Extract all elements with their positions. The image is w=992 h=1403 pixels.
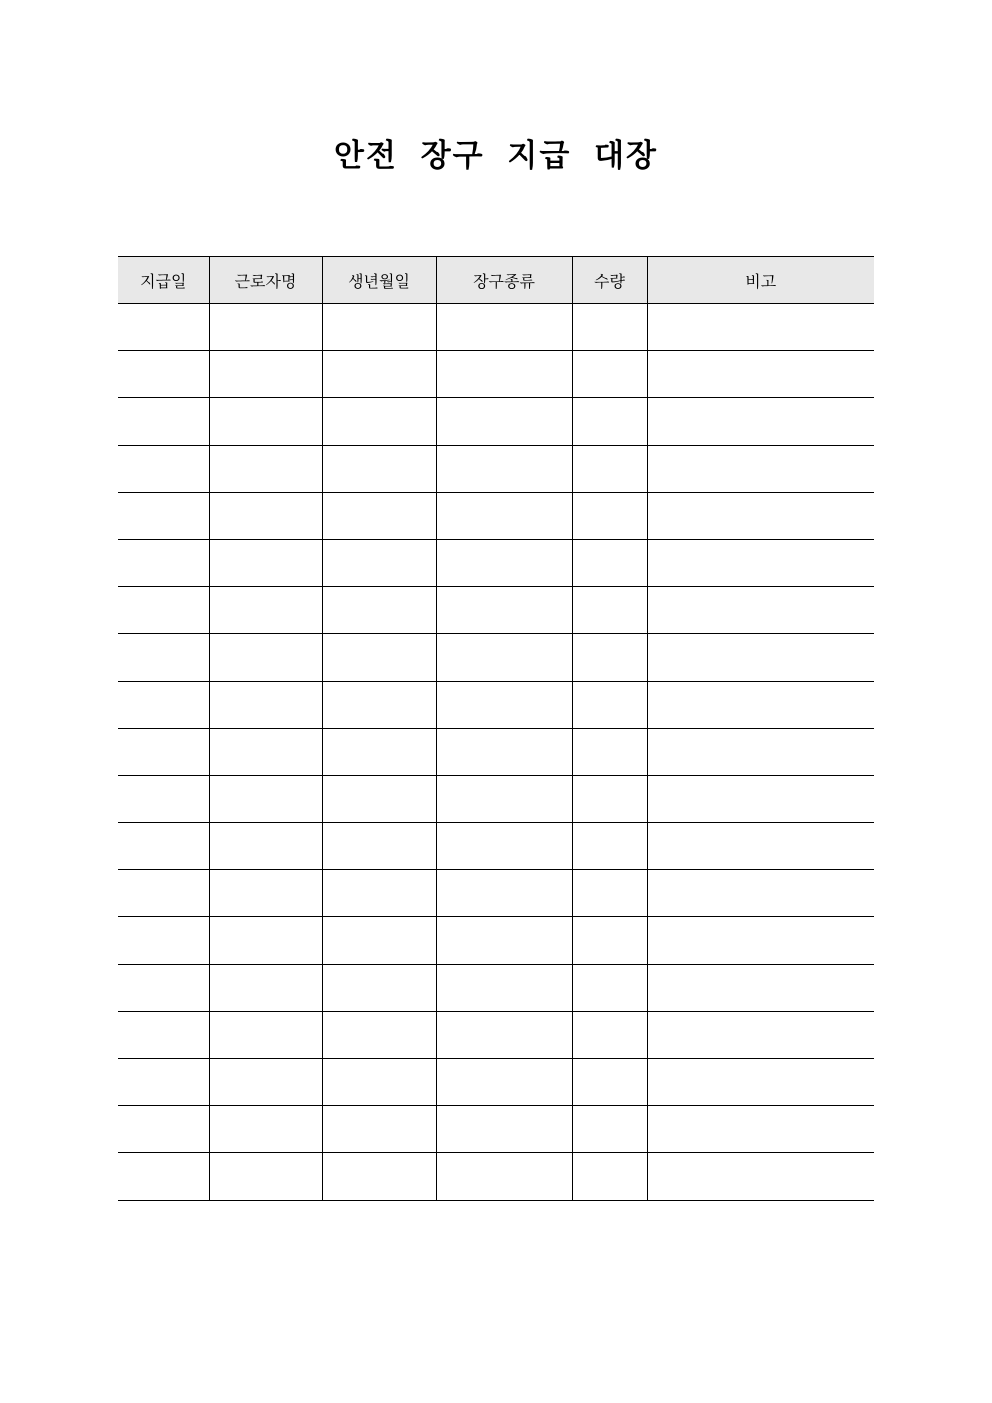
remarks-cell[interactable]	[647, 1153, 874, 1200]
worker-name-cell[interactable]	[209, 304, 322, 351]
equipment-type-cell[interactable]	[436, 445, 572, 492]
remarks-cell[interactable]	[647, 398, 874, 445]
birth-date-cell[interactable]	[322, 1011, 436, 1058]
quantity-cell[interactable]	[572, 304, 647, 351]
issue-date-cell[interactable]	[118, 304, 209, 351]
quantity-cell[interactable]	[572, 728, 647, 775]
quantity-cell[interactable]	[572, 1059, 647, 1106]
remarks-cell[interactable]	[647, 728, 874, 775]
worker-name-cell[interactable]	[209, 1153, 322, 1200]
equipment-type-cell[interactable]	[436, 1106, 572, 1153]
table-row	[118, 1011, 874, 1058]
birth-date-cell[interactable]	[322, 587, 436, 634]
equipment-type-cell[interactable]	[436, 917, 572, 964]
issue-date-cell[interactable]	[118, 728, 209, 775]
remarks-cell[interactable]	[647, 775, 874, 822]
quantity-cell[interactable]	[572, 1153, 647, 1200]
table-row	[118, 587, 874, 634]
issue-date-cell[interactable]	[118, 634, 209, 681]
issue-date-cell[interactable]	[118, 351, 209, 398]
issue-ledger-table	[118, 256, 874, 1201]
table-row	[118, 775, 874, 822]
worker-name-cell[interactable]	[209, 587, 322, 634]
worker-name-cell[interactable]	[209, 1106, 322, 1153]
birth-date-cell[interactable]	[322, 539, 436, 586]
issue-date-cell[interactable]	[118, 539, 209, 586]
equipment-type-cell[interactable]	[436, 539, 572, 586]
worker-name-cell[interactable]	[209, 775, 322, 822]
equipment-type-cell[interactable]	[436, 634, 572, 681]
worker-name-cell[interactable]	[209, 492, 322, 539]
birth-date-cell[interactable]	[322, 681, 436, 728]
birth-date-cell[interactable]	[322, 445, 436, 492]
quantity-cell[interactable]	[572, 539, 647, 586]
birth-date-cell[interactable]	[322, 1059, 436, 1106]
worker-name-cell[interactable]	[209, 351, 322, 398]
remarks-cell[interactable]	[647, 304, 874, 351]
remarks-cell[interactable]	[647, 964, 874, 1011]
birth-date-cell[interactable]	[322, 870, 436, 917]
remarks-cell[interactable]	[647, 492, 874, 539]
remarks-cell[interactable]	[647, 351, 874, 398]
equipment-type-cell[interactable]	[436, 870, 572, 917]
table-row	[118, 634, 874, 681]
remarks-cell[interactable]	[647, 823, 874, 870]
equipment-type-cell[interactable]	[436, 1011, 572, 1058]
quantity-cell[interactable]	[572, 1106, 647, 1153]
birth-date-cell[interactable]	[322, 964, 436, 1011]
remarks-cell[interactable]	[647, 634, 874, 681]
ledger-body	[118, 304, 874, 1201]
issue-date-cell[interactable]	[118, 1153, 209, 1200]
issue-date-cell[interactable]	[118, 1011, 209, 1058]
column-header-worker-name: 근로자명	[209, 257, 322, 304]
quantity-cell[interactable]	[572, 823, 647, 870]
quantity-cell[interactable]	[572, 492, 647, 539]
table-row	[118, 304, 874, 351]
issue-date-cell[interactable]	[118, 823, 209, 870]
birth-date-cell[interactable]	[322, 1106, 436, 1153]
table-row	[118, 398, 874, 445]
quantity-cell[interactable]	[572, 634, 647, 681]
equipment-type-cell[interactable]	[436, 681, 572, 728]
table-row	[118, 870, 874, 917]
equipment-type-cell[interactable]	[436, 351, 572, 398]
column-header-birth-date: 생년월일	[322, 257, 436, 304]
birth-date-cell[interactable]	[322, 351, 436, 398]
issue-date-cell[interactable]	[118, 681, 209, 728]
table-row	[118, 1106, 874, 1153]
issue-date-cell[interactable]	[118, 1106, 209, 1153]
table-row	[118, 823, 874, 870]
worker-name-cell[interactable]	[209, 1011, 322, 1058]
equipment-type-cell[interactable]	[436, 587, 572, 634]
remarks-cell[interactable]	[647, 539, 874, 586]
worker-name-cell[interactable]	[209, 1059, 322, 1106]
table-row	[118, 917, 874, 964]
table-row	[118, 351, 874, 398]
equipment-type-cell[interactable]	[436, 304, 572, 351]
worker-name-cell[interactable]	[209, 823, 322, 870]
birth-date-cell[interactable]	[322, 728, 436, 775]
worker-name-cell[interactable]	[209, 964, 322, 1011]
quantity-cell[interactable]	[572, 398, 647, 445]
equipment-type-cell[interactable]	[436, 398, 572, 445]
quantity-cell[interactable]	[572, 775, 647, 822]
worker-name-cell[interactable]	[209, 634, 322, 681]
worker-name-cell[interactable]	[209, 398, 322, 445]
issue-date-cell[interactable]	[118, 587, 209, 634]
equipment-type-cell[interactable]	[436, 823, 572, 870]
issue-date-cell[interactable]	[118, 445, 209, 492]
issue-date-cell[interactable]	[118, 964, 209, 1011]
remarks-cell[interactable]	[647, 870, 874, 917]
table-row	[118, 539, 874, 586]
column-header-equipment-type: 장구종류	[436, 257, 572, 304]
quantity-cell[interactable]	[572, 964, 647, 1011]
remarks-cell[interactable]	[647, 917, 874, 964]
quantity-cell[interactable]	[572, 445, 647, 492]
quantity-cell[interactable]	[572, 1011, 647, 1058]
birth-date-cell[interactable]	[322, 1153, 436, 1200]
quantity-cell[interactable]	[572, 870, 647, 917]
issue-date-cell[interactable]	[118, 917, 209, 964]
issue-date-cell[interactable]	[118, 1059, 209, 1106]
table-row	[118, 681, 874, 728]
equipment-type-cell[interactable]	[436, 775, 572, 822]
remarks-cell[interactable]	[647, 1011, 874, 1058]
worker-name-cell[interactable]	[209, 917, 322, 964]
remarks-cell[interactable]	[647, 1106, 874, 1153]
quantity-cell[interactable]	[572, 587, 647, 634]
issue-date-cell[interactable]	[118, 492, 209, 539]
birth-date-cell[interactable]	[322, 398, 436, 445]
worker-name-cell[interactable]	[209, 870, 322, 917]
remarks-cell[interactable]	[647, 445, 874, 492]
equipment-type-cell[interactable]	[436, 964, 572, 1011]
quantity-cell[interactable]	[572, 351, 647, 398]
column-header-quantity: 수량	[572, 257, 647, 304]
table-row	[118, 1153, 874, 1200]
remarks-cell[interactable]	[647, 587, 874, 634]
column-header-issue-date: 지급일	[118, 257, 209, 304]
quantity-cell[interactable]	[572, 917, 647, 964]
birth-date-cell[interactable]	[322, 492, 436, 539]
table-row	[118, 1059, 874, 1106]
remarks-cell[interactable]	[647, 681, 874, 728]
issue-date-cell[interactable]	[118, 775, 209, 822]
birth-date-cell[interactable]	[322, 917, 436, 964]
worker-name-cell[interactable]	[209, 445, 322, 492]
issue-date-cell[interactable]	[118, 870, 209, 917]
worker-name-cell[interactable]	[209, 539, 322, 586]
table-row	[118, 728, 874, 775]
birth-date-cell[interactable]	[322, 823, 436, 870]
equipment-type-cell[interactable]	[436, 1059, 572, 1106]
equipment-type-cell[interactable]	[436, 1153, 572, 1200]
birth-date-cell[interactable]	[322, 775, 436, 822]
remarks-cell[interactable]	[647, 1059, 874, 1106]
issue-date-cell[interactable]	[118, 398, 209, 445]
worker-name-cell[interactable]	[209, 681, 322, 728]
table-row	[118, 445, 874, 492]
table-row	[118, 964, 874, 1011]
quantity-cell[interactable]	[572, 681, 647, 728]
worker-name-cell[interactable]	[209, 728, 322, 775]
birth-date-cell[interactable]	[322, 304, 436, 351]
equipment-type-cell[interactable]	[436, 728, 572, 775]
birth-date-cell[interactable]	[322, 634, 436, 681]
header-row	[118, 257, 874, 304]
column-header-remarks: 비고	[647, 257, 874, 304]
page-title: 안전 장구 지급 대장	[334, 138, 658, 174]
table-row	[118, 492, 874, 539]
equipment-type-cell[interactable]	[436, 492, 572, 539]
